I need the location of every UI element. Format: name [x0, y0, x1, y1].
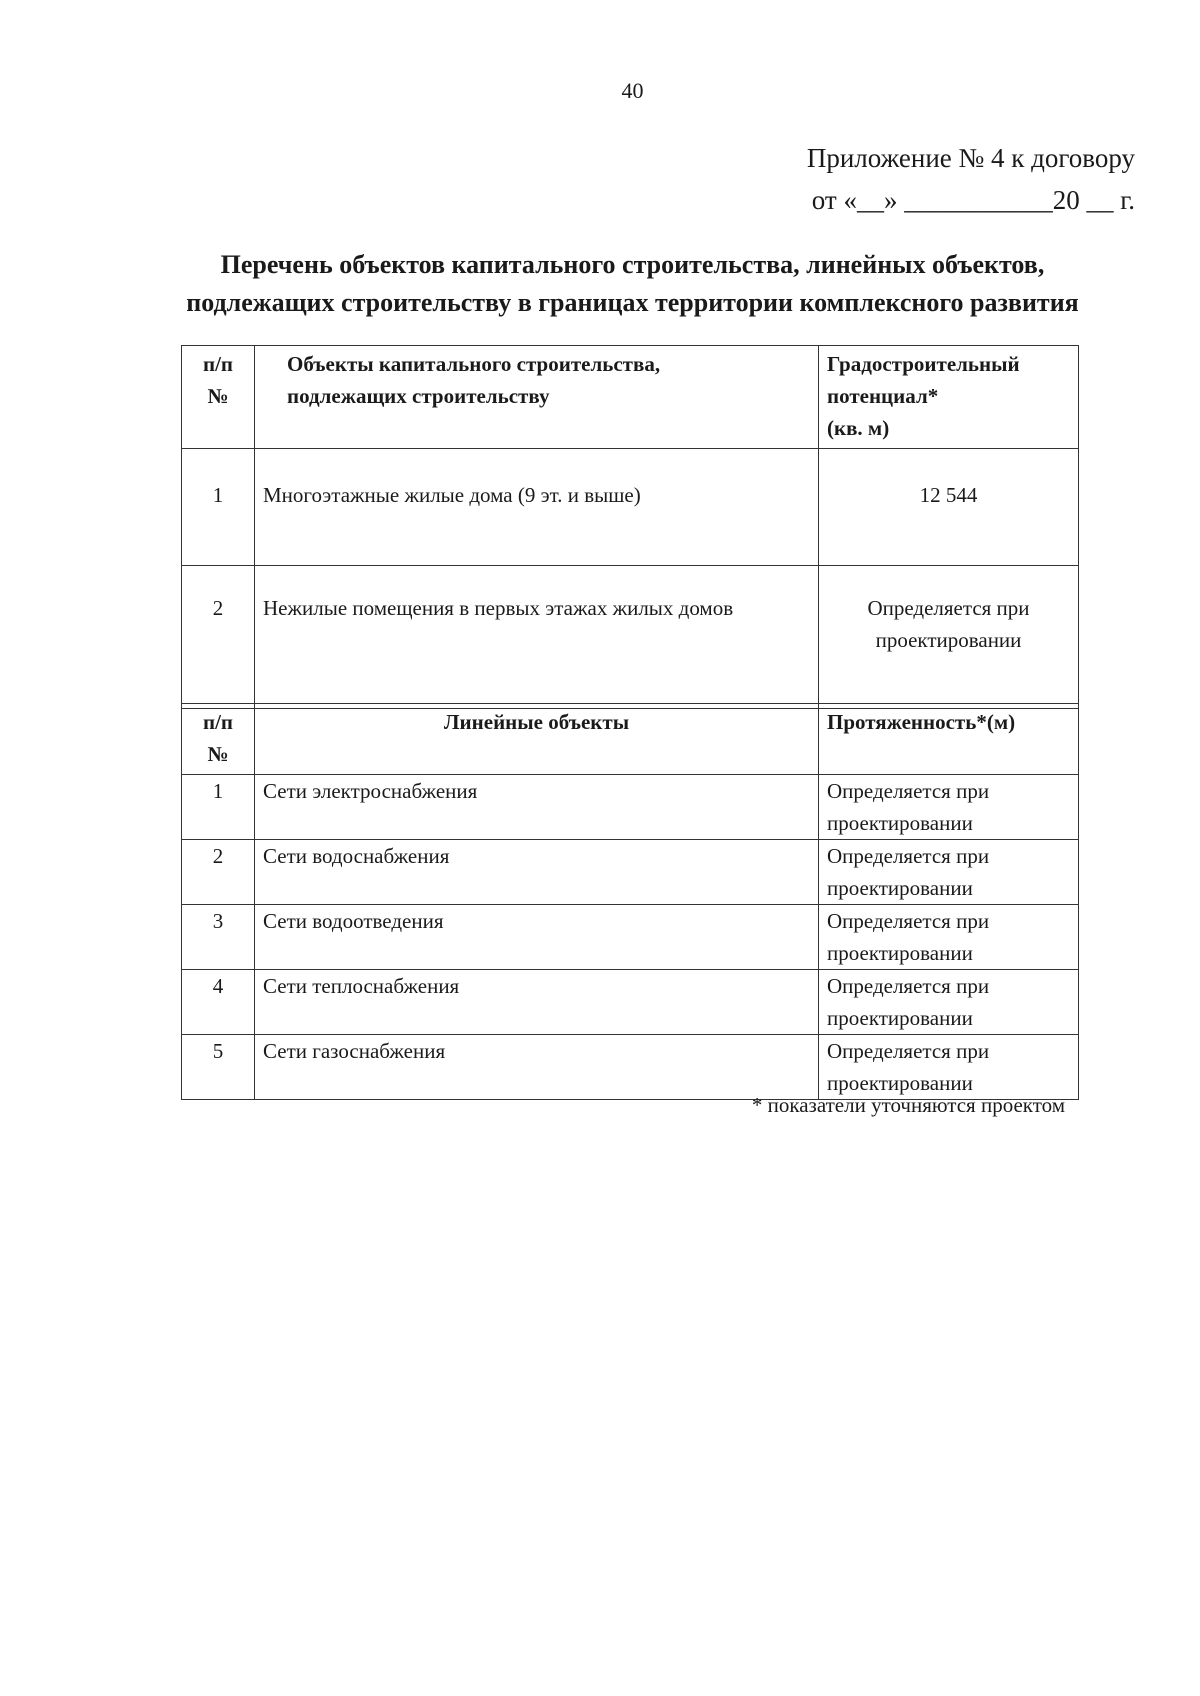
row-object-name: Многоэтажные жилые дома (9 эт. и выше)	[255, 449, 819, 566]
row-value	[819, 775, 1079, 840]
table-row	[182, 1035, 1079, 1100]
row-value-line-1: Определяется при	[827, 779, 990, 803]
row-value-line-1: Определяется при	[827, 844, 990, 868]
header-potential-line-3: (кв. м)	[827, 416, 890, 440]
row-number: 3	[182, 905, 255, 970]
header-number-line-1: п/п	[202, 352, 234, 376]
row-value-line-1: Определяется при	[827, 909, 990, 933]
title-line-2: подлежащих строительству в границах территории комплексного развития	[186, 288, 1079, 317]
row-value	[819, 840, 1079, 905]
row-object-name: Сети электроснабжения	[255, 775, 819, 840]
row-value-line-1: 12 544	[919, 483, 978, 507]
table-row	[182, 970, 1079, 1035]
header-object-line-1: Объекты капитального строительства,	[287, 352, 661, 376]
row-number: 4	[182, 970, 255, 1035]
footnote: * показатели уточняются проектом	[751, 1093, 1065, 1117]
table-header-row	[182, 346, 1079, 449]
document-title	[0, 246, 1200, 322]
table-row	[182, 566, 1079, 709]
table-row	[182, 840, 1079, 905]
row-value	[819, 1035, 1079, 1100]
row-value-line-2: проектировании	[875, 628, 1022, 652]
header-potential-line-1: Градостроительный	[827, 352, 1020, 376]
row-object-name: Сети водоснабжения	[255, 840, 819, 905]
row-number: 2	[182, 566, 255, 709]
appendix-line-2: от «__» ___________20 __ г.	[811, 185, 1135, 215]
row-object-name: Сети водоотведения	[255, 905, 819, 970]
header-urban-potential	[819, 346, 1079, 449]
row-value	[819, 970, 1079, 1035]
header-number	[182, 704, 255, 775]
row-value-line-2: проектировании	[827, 811, 973, 835]
row-value-line-2: проектировании	[827, 1006, 973, 1030]
row-value-line-2: проектировании	[827, 941, 973, 965]
header-number-line-2: №	[207, 742, 229, 766]
header-number-line-1: п/п	[202, 710, 234, 734]
row-object-name: Сети газоснабжения	[255, 1035, 819, 1100]
capital-construction-table	[181, 345, 1079, 709]
row-value-line-2: проектировании	[827, 1071, 973, 1095]
table-row	[182, 449, 1079, 566]
header-potential-line-2: потенциал*	[827, 384, 939, 408]
row-object-name: Нежилые помещения в первых этажах жилых домов	[255, 566, 819, 709]
row-number: 5	[182, 1035, 255, 1100]
table-row	[182, 775, 1079, 840]
row-number: 2	[182, 840, 255, 905]
row-value-line-2: проектировании	[827, 876, 973, 900]
header-linear-objects: Линейные объекты	[255, 704, 819, 775]
page-number: 40	[621, 78, 644, 103]
row-number: 1	[182, 449, 255, 566]
row-value	[819, 905, 1079, 970]
header-object-line-2: подлежащих строительству	[287, 384, 550, 408]
row-value	[819, 449, 1079, 566]
header-length: Протяженность*(м)	[819, 704, 1079, 775]
title-line-1: Перечень объектов капитального строительства, линейных объектов,	[220, 250, 1045, 279]
header-object-name	[255, 346, 819, 449]
row-value-line-1: Определяется при	[867, 596, 1030, 620]
table-row	[182, 905, 1079, 970]
header-number-line-2: №	[207, 384, 229, 408]
row-number: 1	[182, 775, 255, 840]
header-number	[182, 346, 255, 449]
row-value-line-1: Определяется при	[827, 1039, 990, 1063]
table-header-row	[182, 704, 1079, 775]
appendix-reference	[790, 137, 1135, 221]
row-value-line-1: Определяется при	[827, 974, 990, 998]
row-object-name: Сети теплоснабжения	[255, 970, 819, 1035]
linear-objects-table	[181, 703, 1079, 1100]
row-value	[819, 566, 1079, 709]
appendix-line-1: Приложение № 4 к договору	[806, 143, 1135, 173]
